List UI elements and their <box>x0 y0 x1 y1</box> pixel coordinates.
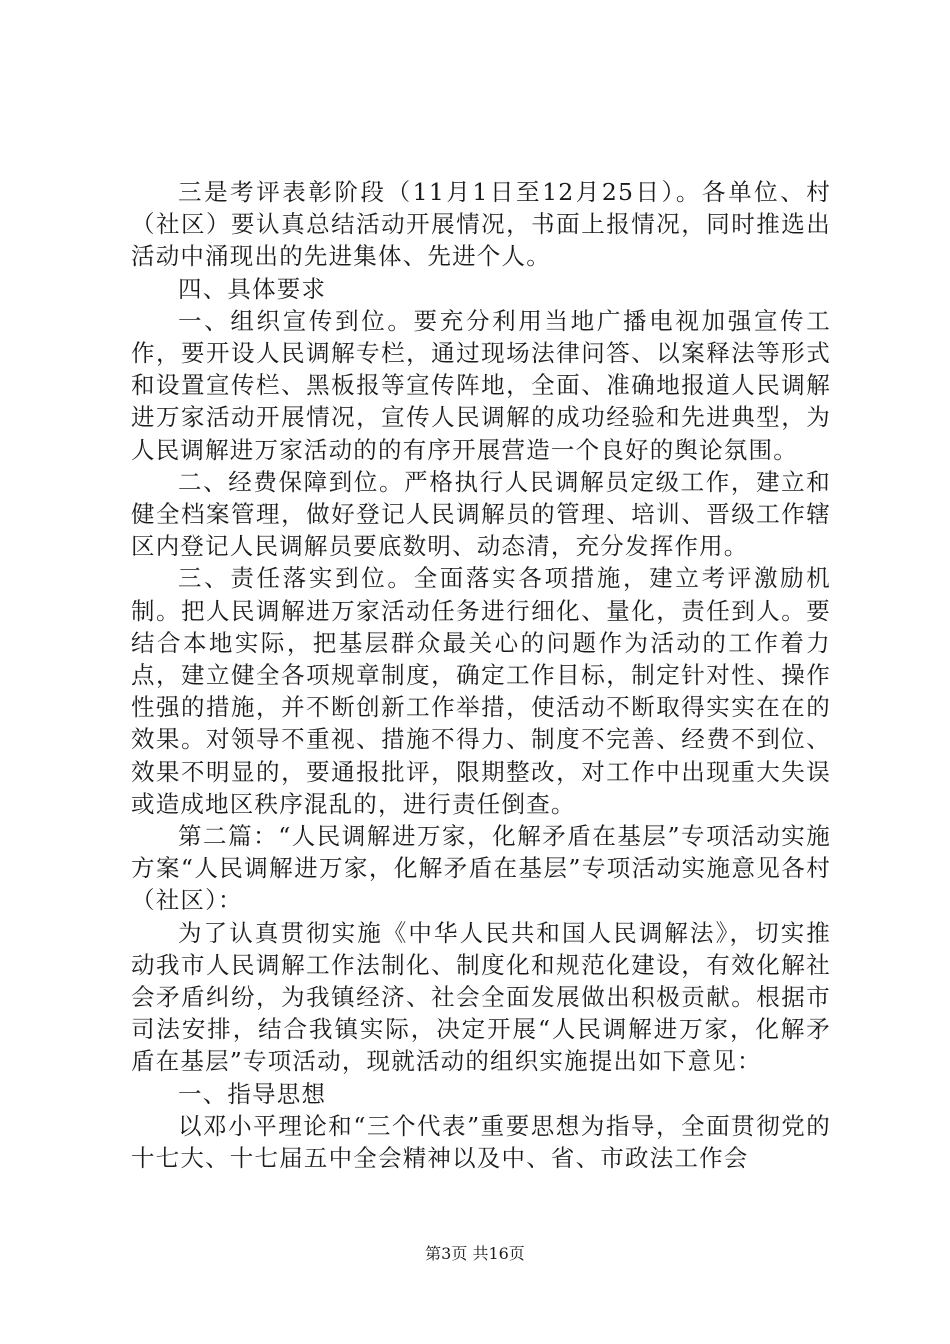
paragraph-appraisal-stage: 三是考评表彰阶段（11月1日至12月25日）。各单位、村（社区）要认真总结活动开展情况，书面上报情况，同时推选出活动中涌现出的先进集体、先进个人。 <box>131 178 831 271</box>
paragraph-guiding-ideology: 以邓小平理论和“三个代表”重要思想为指导，全面贯彻党的十七大、十七届五中全会精神以及中、省、市政法工作会 <box>131 1111 831 1173</box>
paragraph-funding: 二、经费保障到位。严格执行人民调解员定级工作，建立和健全档案管理，做好登记人民调解员的管理、培训、晋级工作辖区内登记人民调解员要底数明、动态清，充分发挥作用。 <box>131 467 831 561</box>
section-heading-requirements: 四、具体要求 <box>178 274 327 303</box>
paragraph-purpose: 为了认真贯彻实施《中华人民共和国人民调解法》，切实推动我市人民调解工作法制化、制度化和规范化建设，有效化解社会矛盾纠纷，为我镇经济、社会全面发展做出积极贡献。根据市司法安排，结合我镇实际，决定开展“人民调解进万家，化解矛盾在基层”专项活动，现就活动的组织实施提出如下意见： <box>131 918 831 1076</box>
paragraph-responsibility: 三、责任落实到位。全面落实各项措施，建立考评激励机制。把人民调解进万家活动任务进行细化、量化，责任到人。要结合本地实际，把基层群众最关心的问题作为活动的工作着力点，建立健全各项规章制度，确定工作目标，制定针对性、操作性强的措施，并不断创新工作举措，使活动不断取得实实在在的效果。对领导不重视、措施不得力、制度不完善、经费不到位、效果不明显的，要通报批评，限期整改，对工作中出现重大失误或造成地区秩序混乱的，进行责任倒查。 <box>131 564 831 818</box>
paragraph-second-article-title: 第二篇：“人民调解进万家，化解矛盾在基层”专项活动实施方案“人民调解进万家，化解矛盾在基层”专项活动实施意见各村（社区）： <box>131 822 831 915</box>
section-heading-guiding-ideology: 一、指导思想 <box>178 1079 327 1108</box>
paragraph-publicity: 一、组织宣传到位。要充分利用当地广播电视加强宣传工作，要开设人民调解专栏，通过现场法律问答、以案释法等形式和设置宣传栏、黑板报等宣传阵地，全面、准确地报道人民调解进万家活动开展情况，宣传人民调解的成功经验和先进典型，为人民调解进万家活动的的有序开展营造一个良好的舆论氛围。 <box>131 306 831 464</box>
page-number-footer: 第3页 共16页 <box>425 1244 525 1263</box>
document-body <box>131 176 831 1174</box>
